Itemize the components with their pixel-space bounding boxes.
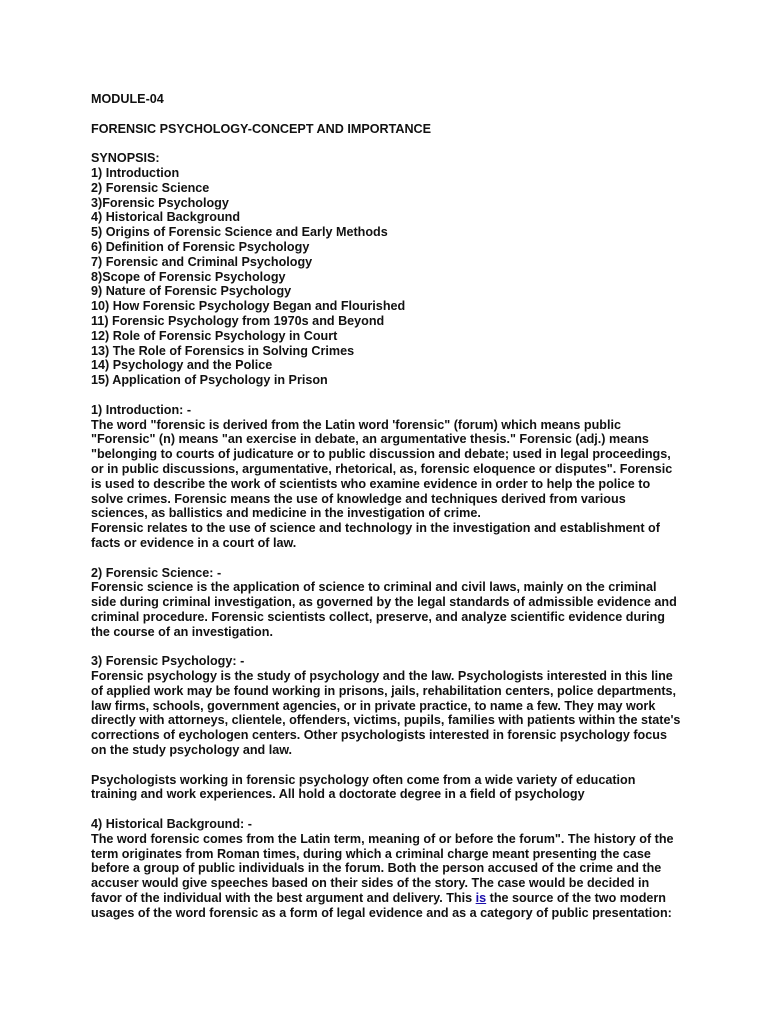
synopsis-item: 12) Role of Forensic Psychology in Court — [91, 328, 338, 343]
spacer — [91, 758, 691, 773]
paragraph-line: the course of an investigation. — [91, 624, 273, 639]
section-forensic-psychology — [91, 654, 691, 802]
synopsis-item: 5) Origins of Forensic Science and Early Methods — [91, 225, 388, 240]
paragraph-line: Psychologists working in forensic psychology often come from a wide variety of education — [91, 772, 636, 787]
synopsis-item: 15) Application of Psychology in Prison — [91, 373, 328, 388]
paragraph-line: sciences, as ballistics and medicine in the investigation of crime. — [91, 506, 481, 521]
paragraph-line: Forensic psychology is the study of psychology and the law. Psychologists interested in this line — [91, 669, 673, 684]
spacer — [91, 107, 691, 122]
paragraph-line: directly with attorneys, clientele, offenders, victims, pupils, families with patients within the state's — [91, 713, 681, 728]
paragraph-line: of applied work may be found working in prisons, jails, rehabilitation centers, police departments, — [91, 683, 677, 698]
text-after-link: the source of the two modern — [486, 891, 666, 906]
document-page — [91, 92, 691, 921]
paragraph-line: "belonging to courts of judicature or to public discussion and debate; used in legal proceedings, — [91, 447, 671, 462]
paragraph-line: side during criminal investigation, as governed by the legal standards of admissible evidence and — [91, 595, 677, 610]
synopsis-item: 2) Forensic Science — [91, 180, 210, 195]
paragraph-line: or in public discussions, argumentative, rhetorical, as, forensic eloquence or disputes". Forensic — [91, 461, 673, 476]
synopsis-item: 8)Scope of Forensic Psychology — [91, 269, 286, 284]
section-heading: 1) Introduction: - — [91, 402, 192, 417]
paragraph-line: facts or evidence in a court of law. — [91, 535, 297, 550]
document-title: FORENSIC PSYCHOLOGY-CONCEPT AND IMPORTANCE — [91, 121, 432, 136]
paragraph-line: usages of the word forensic as a form of legal evidence and as a category of public presentation: — [91, 905, 672, 920]
spacer — [91, 551, 691, 566]
section-historical-background — [91, 817, 691, 921]
synopsis-item: 9) Nature of Forensic Psychology — [91, 284, 292, 299]
synopsis-item: 10) How Forensic Psychology Began and Flourished — [91, 299, 406, 314]
synopsis-heading: SYNOPSIS: — [91, 151, 160, 166]
paragraph-line: term originates from Roman times, during which a criminal charge meant presenting the case — [91, 846, 651, 861]
paragraph-line: on the study psychology and law. — [91, 743, 293, 758]
paragraph-line: before a group of public individuals in the forum. Both the person accused of the crime and the — [91, 861, 662, 876]
module-label: MODULE-04 — [91, 92, 164, 106]
section-introduction — [91, 403, 691, 551]
synopsis-item: 13) The Role of Forensics in Solving Crimes — [91, 343, 355, 358]
paragraph-line: The word forensic comes from the Latin term, meaning of or before the forum". The history of the — [91, 831, 674, 846]
section-forensic-science — [91, 566, 691, 640]
paragraph-line: "Forensic" (n) means "an exercise in debate, an argumentative thesis." Forensic (adj.) means — [91, 432, 649, 447]
paragraph-line: Forensic relates to the use of science and technology in the investigation and establishment of — [91, 521, 660, 536]
synopsis-item: 6) Definition of Forensic Psychology — [91, 239, 310, 254]
inline-link[interactable]: is — [475, 891, 487, 906]
synopsis-item: 1) Introduction — [91, 165, 180, 180]
section-heading: 2) Forensic Science: - — [91, 565, 222, 580]
section-heading: 3) Forensic Psychology: - — [91, 654, 245, 669]
spacer — [91, 136, 691, 151]
synopsis-item: 4) Historical Background — [91, 210, 241, 225]
text-before-link: favor of the individual with the best argument and delivery. This — [91, 891, 476, 906]
synopsis-list — [91, 166, 691, 388]
paragraph-line: accuser would give speeches based on their sides of the story. The case would be decided in — [91, 876, 650, 891]
paragraph-line: is used to describe the work of scientists who examine evidence in order to help the police to — [91, 476, 651, 491]
paragraph-line: corrections of eychologen centers. Other psychologists interested in forensic psychology focus — [91, 728, 667, 743]
paragraph-line: law firms, schools, government agencies, or in private practice, to name a few. They may work — [91, 698, 656, 713]
paragraph-line: training and work experiences. All hold a doctorate degree in a field of psychology — [91, 787, 585, 802]
spacer — [91, 639, 691, 654]
synopsis-item: 7) Forensic and Criminal Psychology — [91, 254, 313, 269]
spacer — [91, 802, 691, 817]
synopsis-item: 3)Forensic Psychology — [91, 195, 229, 210]
synopsis-item: 11) Forensic Psychology from 1970s and Beyond — [91, 313, 385, 328]
paragraph-line: Forensic science is the application of science to criminal and civil laws, mainly on the criminal — [91, 580, 657, 595]
synopsis-item: 14) Psychology and the Police — [91, 358, 273, 373]
paragraph-line: criminal procedure. Forensic scientists collect, preserve, and analyze scientific evidence during — [91, 609, 665, 624]
paragraph-line: The word "forensic is derived from the Latin word 'forensic" (forum) which means public — [91, 417, 621, 432]
section-heading: 4) Historical Background: - — [91, 817, 252, 832]
paragraph-line: solve crimes. Forensic means the use of knowledge and techniques derived from various — [91, 491, 626, 506]
spacer — [91, 388, 691, 403]
paragraph-line-with-link — [91, 891, 691, 906]
